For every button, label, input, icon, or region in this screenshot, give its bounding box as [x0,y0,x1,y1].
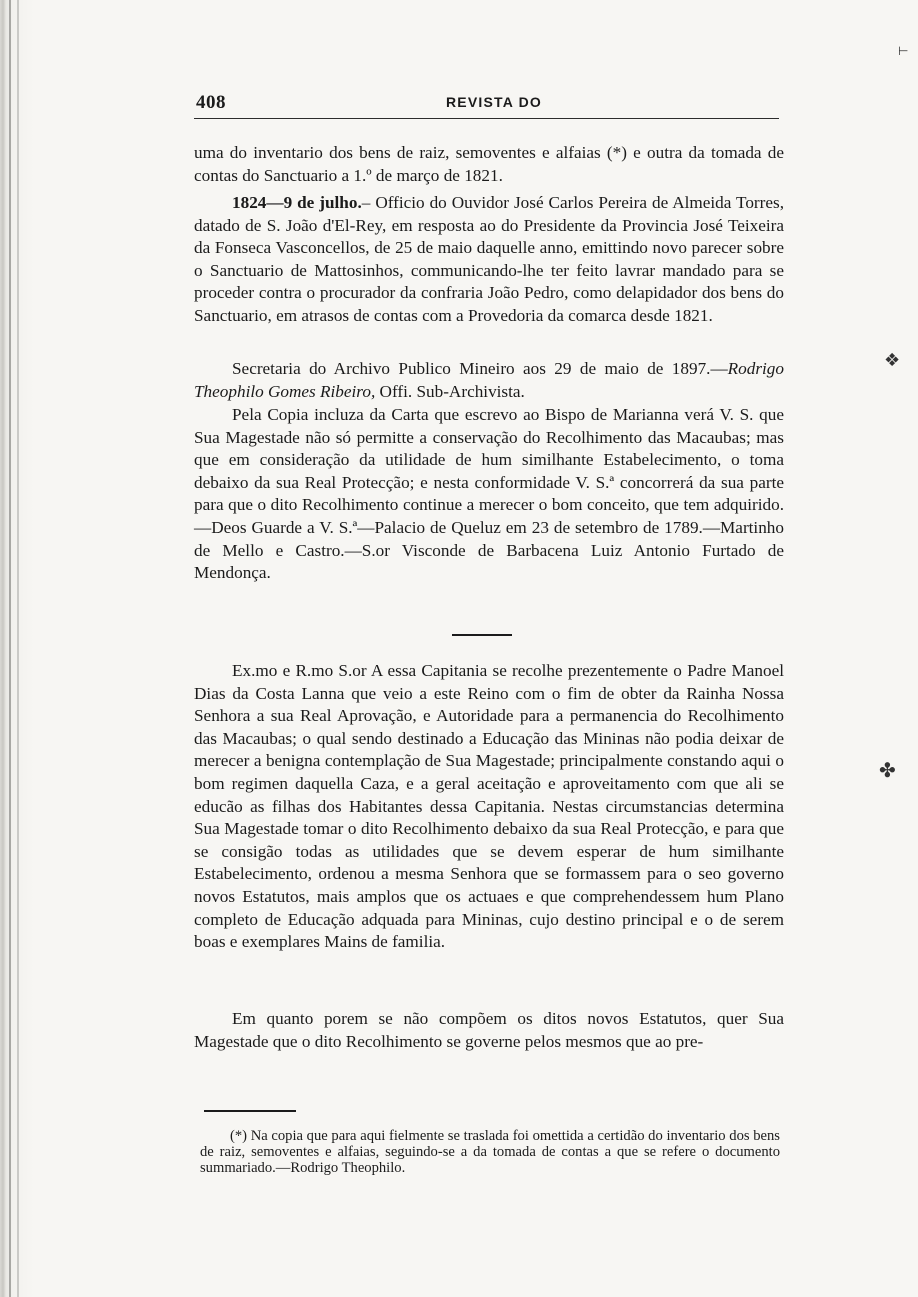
footnote-rule [204,1110,296,1112]
paragraph-text [194,358,784,403]
signatory-name: Rodrigo Theophilo Gomes Ribeiro, [194,359,784,401]
scan-speck-icon: ❖ [884,350,901,371]
paragraph-text [194,192,784,328]
paragraph-officio [194,192,784,328]
paragraph-text: Pela Copia incluza da Carta que escrevo ao Bispo de Marianna verá V. S. que Sua Magestade não só permitte a conservação do Recolhimento das Macaubas; mas que em consideração da utilidade de hum similhante Estabelecimento, o toma debaixo da sua Real Protecção; e nesta conformidade V. S.ª concorrerá da sua parte para que o dito Recolhimento continue a merecer o bom conceito, que tem adquirido.—Deos Guarde a V. S.ª—Palacio de Queluz em 23 de setembro de 1789.—Martinho de Mello e Castro.—S.or Visconde de Barbacena Luiz Antonio Furtado de Mendonça. [194,405,784,583]
paragraph-estatutos [194,1008,784,1053]
paragraph-signature [194,358,784,403]
paragraph-text: uma do inventario dos bens de raiz, semoventes e alfaias (*) e outra da tomada de contas do Sanctuario a 1.º de março de 1821. [194,143,784,185]
scan-speck-icon: ⊢ [898,44,909,58]
paragraph-text: Em quanto porem se não compõem os ditos novos Estatutos, quer Sua Magestade que o dito Recolhimento se governe pelos mesmos que ao pre- [194,1009,784,1051]
footnote: (*) Na copia que para aqui fielmente se traslada foi omettida a certidão do inventario dos bens de raiz, semoventes e alfaias, seguindo-se a da tomada de contas a que se refere o documento summariado.—Rodrigo Theophilo. [200,1128,780,1176]
paragraph-text: Ex.mo e R.mo S.or A essa Capitania se recolhe prezentemente o Padre Manoel Dias da Costa Lanna que veio a este Reino com o fim de obter da Rainha Nossa Senhora a sua Real Aprovação, e Autoridade para a permanencia do Recolhimento das Macaubas; o qual sendo destinado a Educação das Mininas não podia deixar de merecer a benigna contemplação de Sua Magestade; principalmente constando aqui o bom regimen daquella Caza, e a geral aceitação e aproveitamento com que ali se educão as filhas dos Habitantes dessa Capitania. Nestas circumstancias determina Sua Magestade tomar o dito Recolhimento debaixo da sua Real Protecção, e para que se consigão todas as utilidades que se devem esperar de hum similhante Estabelecimento, ordenou a mesma Senhora que se formassem para o seo governo novos Estatutos, mais amplos que os actuaes e que comprehendessem hum Plano completo de Educação adquada para Mininas, cujo destino principal e o de serem boas e exemplares Mains de familia. [194,661,784,952]
paragraph-letter [194,404,784,585]
section-divider [452,634,512,636]
binding-edge-line [17,0,19,1297]
entry-date: 1824—9 de julho. [232,193,362,212]
entry-text: – Officio do Ouvidor José Carlos Pereira de Almeida Torres, datado de S. João d'El-Rey, em resposta ao do Presidente da Provincia José Teixeira da Fonseca Vasconcellos, de 25 de maio daquelle anno, emittindo novo parecer sobre o Sanctuario de Mattosinhos, communicando-lhe ter feito lavrar mandado para se proceder contra o procurador da confraria João Pedro, como delapidador dos bens do Sanctuario, em atrasos de contas com a Provedoria da comarca desde 1821. [194,193,784,325]
binding-edge-line [9,0,11,1297]
header-rule [194,118,779,119]
scan-speck-icon: ✤ [879,758,896,782]
document-page [186,88,798,1176]
paragraph-inventory [194,142,784,187]
signatory-title: Offi. Sub-Archivista. [375,381,525,401]
page-number: 408 [196,92,226,113]
signature-place-date: Secretaria do Archivo Publico Mineiro aos 29 de maio de 1897.— [232,359,728,378]
running-title: REVISTA DO [446,94,543,110]
paragraph-capitania [194,660,784,954]
running-head [186,88,798,118]
